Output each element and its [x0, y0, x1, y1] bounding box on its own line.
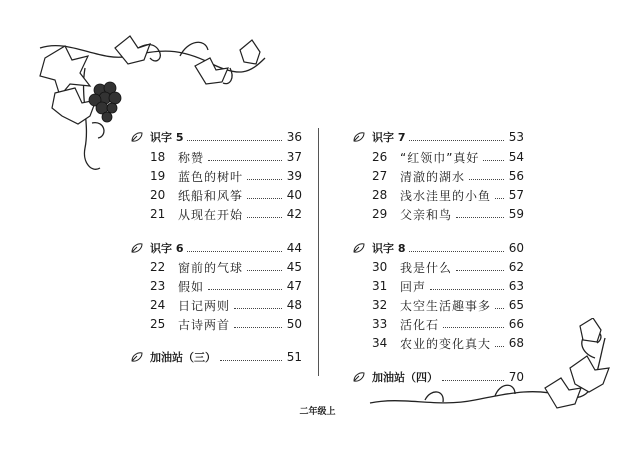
toc-lesson-row[interactable] — [130, 258, 302, 276]
dot-leader — [187, 140, 282, 141]
dot-leader — [495, 198, 504, 199]
lesson-number: 20 — [150, 188, 166, 202]
page-number: 36 — [286, 130, 302, 144]
dot-leader — [495, 308, 504, 309]
lesson-number: 23 — [150, 279, 166, 293]
lesson-title: 纸船和风筝 — [178, 188, 244, 203]
toc-section-row[interactable] — [352, 128, 524, 146]
section-label: 识字 6 — [150, 242, 184, 255]
dot-leader — [208, 160, 282, 161]
dot-leader — [469, 179, 504, 180]
leaf-bullet-icon — [130, 242, 144, 254]
toc-lesson-row[interactable] — [352, 296, 524, 314]
leaf-bullet-icon — [352, 371, 366, 383]
leaf-bullet-icon — [352, 131, 366, 143]
page-number: 44 — [286, 241, 302, 255]
dot-leader — [247, 270, 282, 271]
lesson-title: 活化石 — [400, 317, 440, 332]
page-number: 40 — [286, 188, 302, 202]
lesson-title: 蓝色的树叶 — [178, 169, 244, 184]
lesson-number: 18 — [150, 150, 166, 164]
page-number: 63 — [508, 279, 524, 293]
toc-lesson-row[interactable] — [130, 277, 302, 295]
dot-leader — [456, 217, 504, 218]
dot-leader — [495, 346, 504, 347]
dot-leader — [220, 360, 282, 361]
lesson-number: 19 — [150, 169, 166, 183]
toc-station-row[interactable] — [130, 348, 302, 366]
lesson-number: 27 — [372, 169, 388, 183]
lesson-number: 29 — [372, 207, 388, 221]
page-number: 42 — [286, 207, 302, 221]
lesson-title: 回声 — [400, 279, 427, 294]
dot-leader — [456, 270, 504, 271]
dot-leader — [247, 217, 282, 218]
toc-section-row[interactable] — [130, 128, 302, 146]
lesson-number: 21 — [150, 207, 166, 221]
page-number: 37 — [286, 150, 302, 164]
dot-leader — [483, 160, 504, 161]
lesson-number: 32 — [372, 298, 388, 312]
lesson-title: “红领巾”真好 — [400, 150, 480, 165]
leaf-bullet-icon — [352, 242, 366, 254]
page-number: 68 — [508, 336, 524, 350]
toc-lesson-row[interactable] — [352, 186, 524, 204]
dot-leader — [442, 380, 504, 381]
lesson-title: 父亲和鸟 — [400, 207, 453, 222]
toc-lesson-row[interactable] — [130, 167, 302, 185]
toc-lesson-row[interactable] — [130, 296, 302, 314]
toc-lesson-row[interactable] — [130, 315, 302, 333]
toc-lesson-row[interactable] — [130, 148, 302, 166]
page-number: 48 — [286, 298, 302, 312]
dot-leader — [247, 198, 282, 199]
lesson-number: 30 — [372, 260, 388, 274]
leaf-bullet-icon — [130, 351, 144, 363]
section-label: 识字 7 — [372, 131, 406, 144]
toc-station-row[interactable] — [352, 368, 524, 386]
lesson-title: 我是什么 — [400, 260, 453, 275]
dot-leader — [409, 140, 504, 141]
dot-leader — [443, 327, 504, 328]
toc-lesson-row[interactable] — [352, 205, 524, 223]
dot-leader — [247, 179, 282, 180]
toc-section-row[interactable] — [352, 239, 524, 257]
dot-leader — [234, 327, 282, 328]
lesson-number: 34 — [372, 336, 388, 350]
dot-leader — [187, 251, 282, 252]
section-label: 识字 5 — [150, 131, 184, 144]
page-number: 59 — [508, 207, 524, 221]
toc-section-row[interactable] — [130, 239, 302, 257]
page-number: 53 — [508, 130, 524, 144]
page-number: 60 — [508, 241, 524, 255]
page-number: 50 — [286, 317, 302, 331]
page-number: 66 — [508, 317, 524, 331]
toc-lesson-row[interactable] — [352, 167, 524, 185]
station-label: 加油站（三） — [150, 351, 216, 364]
lesson-title: 清澈的湖水 — [400, 169, 466, 184]
toc-lesson-row[interactable] — [352, 315, 524, 333]
page-number: 51 — [286, 350, 302, 364]
page-footer: 二年级上 — [299, 407, 336, 417]
page-number: 47 — [286, 279, 302, 293]
lesson-title: 假如 — [178, 279, 205, 294]
page-number: 57 — [508, 188, 524, 202]
lesson-title: 从现在开始 — [178, 207, 244, 222]
lesson-number: 28 — [372, 188, 388, 202]
page-number: 65 — [508, 298, 524, 312]
page-number: 70 — [508, 370, 524, 384]
lesson-title: 古诗两首 — [178, 317, 231, 332]
station-label: 加油站（四） — [372, 371, 438, 384]
page-number: 39 — [286, 169, 302, 183]
toc-lesson-row[interactable] — [352, 148, 524, 166]
dot-leader — [208, 289, 282, 290]
lesson-number: 33 — [372, 317, 388, 331]
toc-lesson-row[interactable] — [352, 277, 524, 295]
toc-lesson-row[interactable] — [130, 205, 302, 223]
lesson-number: 26 — [372, 150, 388, 164]
toc-lesson-row[interactable] — [352, 258, 524, 276]
page-number: 45 — [286, 260, 302, 274]
page-number: 62 — [508, 260, 524, 274]
leaf-bullet-icon — [130, 131, 144, 143]
lesson-number: 22 — [150, 260, 166, 274]
lesson-title: 日记两则 — [178, 298, 231, 313]
lesson-number: 24 — [150, 298, 166, 312]
toc-lesson-row[interactable] — [352, 334, 524, 352]
dot-leader — [430, 289, 504, 290]
lesson-title: 浅水洼里的小鱼 — [400, 188, 492, 203]
page-number: 54 — [508, 150, 524, 164]
lesson-title: 农业的变化真大 — [400, 336, 492, 351]
lesson-number: 31 — [372, 279, 388, 293]
section-label: 识字 8 — [372, 242, 406, 255]
lesson-number: 25 — [150, 317, 166, 331]
lesson-title: 窗前的气球 — [178, 260, 244, 275]
lesson-title: 太空生活趣事多 — [400, 298, 492, 313]
dot-leader — [409, 251, 504, 252]
page-number: 56 — [508, 169, 524, 183]
dot-leader — [234, 308, 282, 309]
column-divider — [318, 128, 319, 376]
lesson-title: 称赞 — [178, 150, 205, 165]
toc-lesson-row[interactable] — [130, 186, 302, 204]
